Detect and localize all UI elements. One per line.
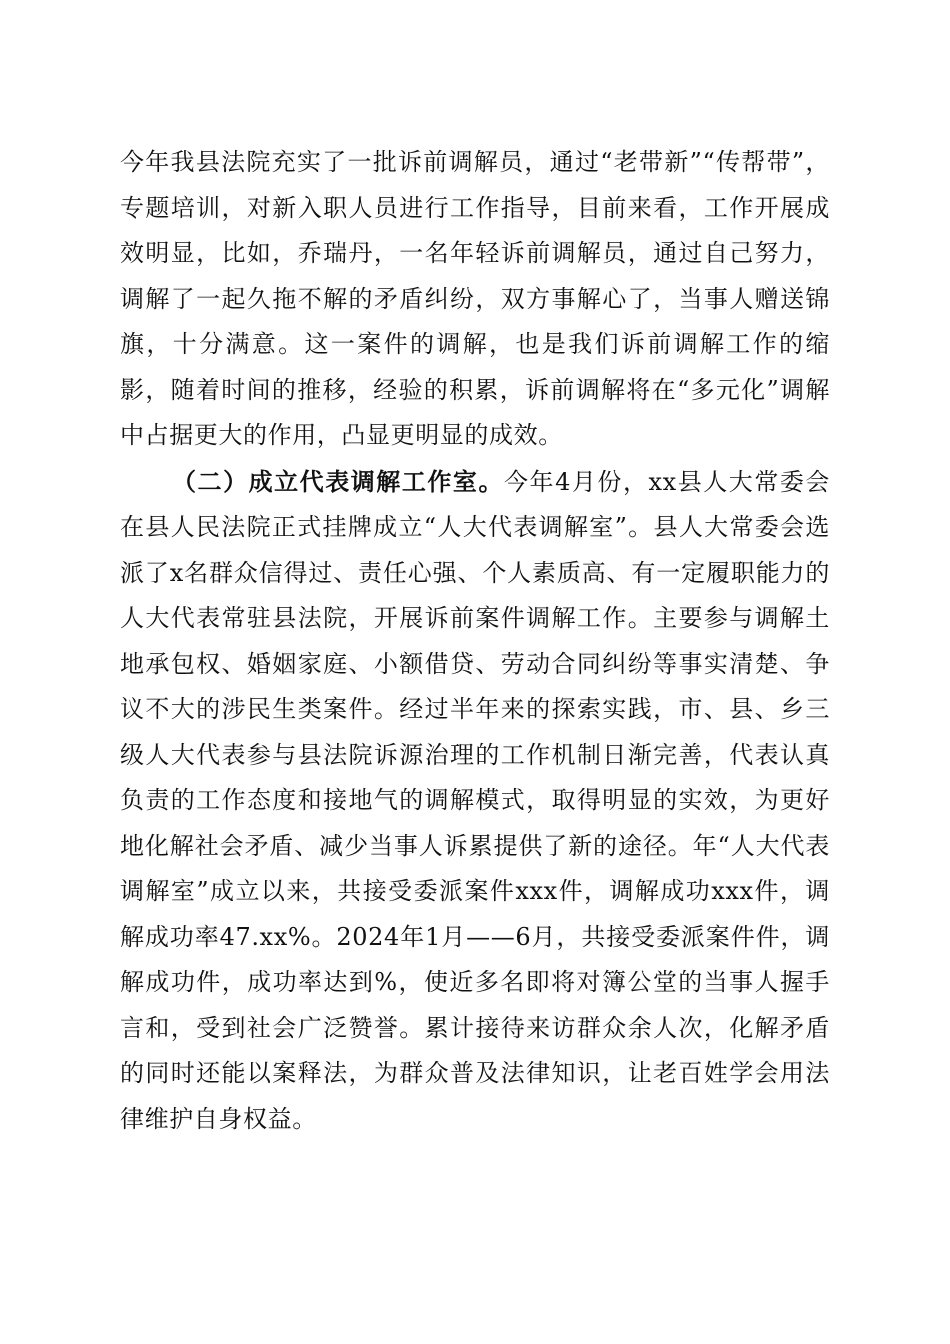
- paragraph-2-text: 今年4月份，xx县人大常委会在县人民法院正式挂牌成立“人大代表调解室”。县人大常委会选派了x名群众信得过、责任心强、个人素质高、有一定履职能力的人大代表常驻县法院，开展诉前案件调解工作。主要参与调解土地承包权、婚姻家庭、小额借贷、劳动合同纠纷等事实清楚、争议不大的涉民生类案件。经过半年来的探索实践，市、县、乡三级人大代表参与县法院诉源治理的工作机制日渐完善，代表认真负责的工作态度和接地气的调解模式，取得明显的实效，为更好地化解社会矛盾、减少当事人诉累提供了新的途径。年“人大代表调解室”成立以来，共接受委派案件xxx件，调解成功xxx件，调解成功率47.xx%。2024年1月——6月，共接受委派案件件，调解成功件，成功率达到%，使近多名即将对簿公堂的当事人握手言和，受到社会广泛赞誉。累计接待来访群众余人次，化解矛盾的同时还能以案释法，为群众普及法律知识，让老百姓学会用法律维护自身权益。: [120, 467, 830, 1133]
- paragraph-1: [120, 140, 830, 459]
- paragraph-2: [120, 459, 830, 1143]
- document-body: [120, 140, 830, 1142]
- paragraph-1-text: 今年我县法院充实了一批诉前调解员，通过“老带新”“传帮带”，专题培训，对新入职人员进行工作指导，目前来看，工作开展成效明显，比如，乔瑞丹，一名年轻诉前调解员，通过自己努力，调解了一起久拖不解的矛盾纠纷，双方事解心了，当事人赠送锦旗，十分满意。这一案件的调解，也是我们诉前调解工作的缩影，随着时间的推移，经验的积累，诉前调解将在“多元化”调解中占据更大的作用，凸显更明显的成效。: [120, 148, 830, 449]
- section-heading: （二）成立代表调解工作室。: [172, 466, 504, 496]
